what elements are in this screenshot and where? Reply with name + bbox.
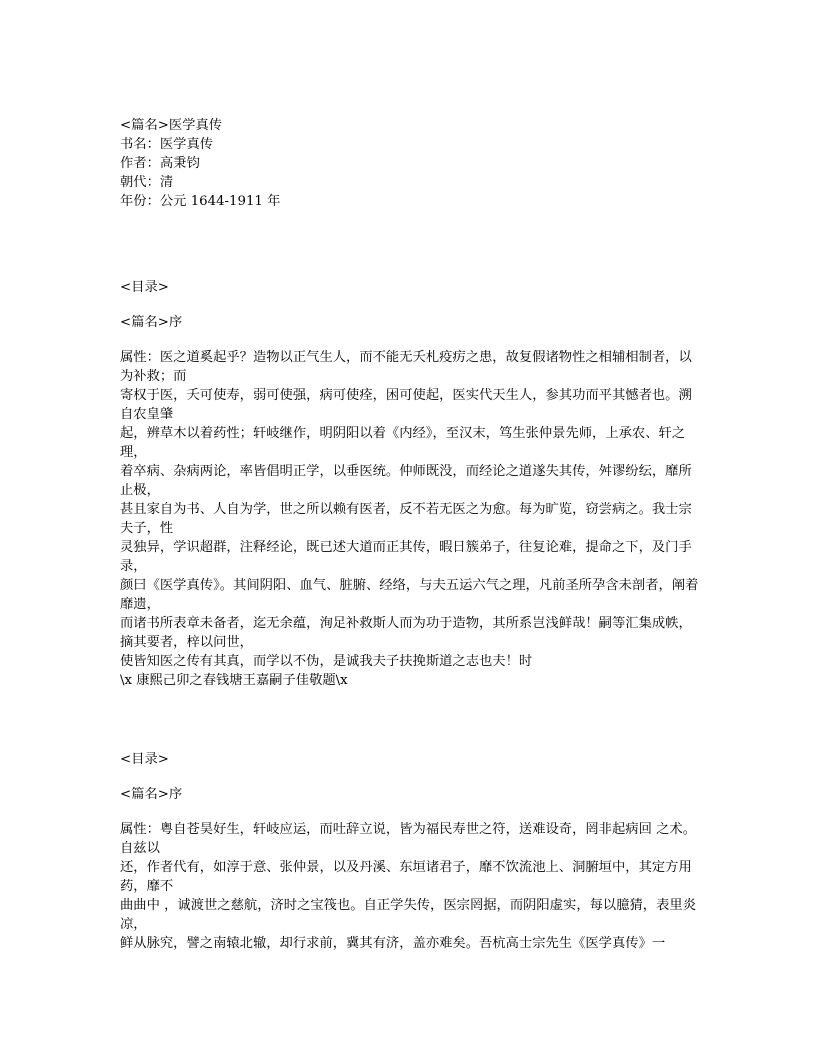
- section-title: <篇名>序: [120, 787, 183, 802]
- header-line: 朝代：清: [120, 175, 174, 190]
- section-title: <篇名>序: [120, 315, 183, 330]
- body-line: 使皆知医之传有其真，而学以不伪，是诚我夫子扶挽斯道之志也夫！时: [120, 654, 533, 669]
- body-line: 还，作者代有，如淳于意、张仲景，以及丹溪、东垣诸君子，靡不饮流池上、洞腑垣中，其定方用药，靡不: [120, 860, 692, 894]
- body-line: 起，辨草木以着药性；轩岐继作，明阴阳以着《内经》，至汉末，笃生张仲景先师，上承农、轩之理，: [120, 426, 686, 460]
- body-line: 灵独异，学识超群，注释经论，既已述大道而正其传，暇日簇弟子，往复论难，提命之下，及门手录，: [120, 540, 692, 574]
- body-line: 而诸书所表章未备者，迄无余蕴，洵足补救斯人而为功于造物，其所系岂浅鲜哉！嗣等汇集成帙，摘其要者，梓以问世，: [120, 616, 692, 650]
- body-line: 颜曰《医学真传》。其间阴阳、血气、脏腑、经络，与夫五运六气之理，凡前圣所孕含未剖者，阐着靡遗，: [120, 578, 699, 612]
- body-line: 属性：医之道奚起乎？造物以正气生人，而不能无夭札疫疠之患，故复假诸物性之相辅相制者，以为补救；而: [120, 350, 692, 384]
- section-body: [120, 820, 700, 953]
- document-header: [120, 116, 700, 211]
- header-line: 作者：高秉钧: [120, 156, 200, 171]
- toc-label: <目录>: [120, 280, 169, 295]
- body-line: 曲曲中 ，诚渡世之慈航，济时之宝筏也。自正学失传，医宗罔据，而阴阳虚实，每以臆猜，表里炎凉，: [120, 898, 696, 932]
- header-line: 年份：公元 1644-1911 年: [120, 194, 281, 209]
- body-line: 鲜从脉究，譬之南辕北辙，却行求前，冀其有济，盖亦难矣。吾杭高士宗先生《医学真传》一: [120, 936, 666, 951]
- header-line: 书名：医学真传: [120, 137, 214, 152]
- section-body: [120, 348, 700, 690]
- body-line: 着卒病、杂病两论，率皆倡明正学，以垂医统。仲师既没，而经论之道遂失其传，舛谬纷纭，靡所止极，: [120, 464, 692, 498]
- body-line: 寄权于医，夭可使寿，弱可使强，病可使痊，困可使起，医实代天生人，参其功而平其憾者也。溯自农皇肇: [120, 388, 692, 422]
- body-line: 甚且家自为书、人自为学，世之所以赖有医者，反不若无医之为愈。每为旷览，窃尝病之。我士宗夫子，性: [120, 502, 692, 536]
- section-2: [120, 750, 700, 953]
- header-line: <篇名>医学真传: [120, 118, 223, 133]
- body-line: 属性：粤自苍昊好生，轩岐应运，而吐辞立说，皆为福民寿世之符，送难设奇，罔非起病回 之术。自兹以: [120, 822, 696, 856]
- signature-line: \x 康熙己卯之春钱塘王嘉嗣子佳敬题\x: [120, 673, 348, 688]
- section-1: [120, 278, 700, 690]
- toc-label: <目录>: [120, 752, 169, 767]
